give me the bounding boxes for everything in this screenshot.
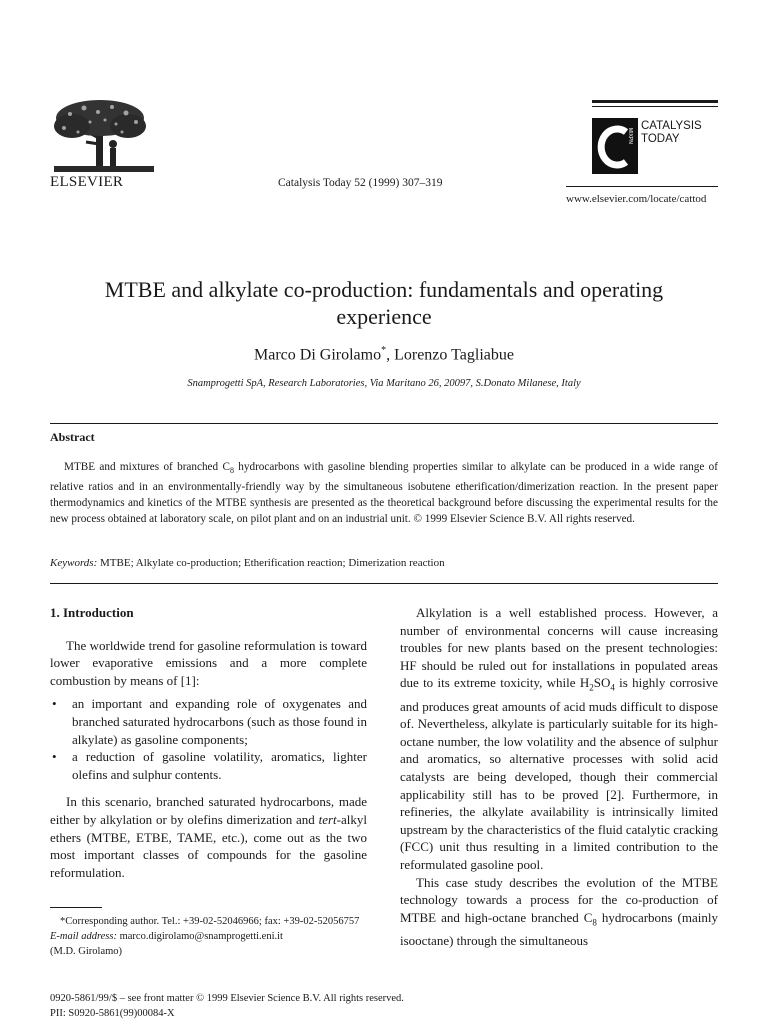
elsevier-tree-icon (50, 98, 162, 174)
header-rule-top (592, 100, 718, 103)
journal-name (641, 120, 702, 146)
corresponding-mark[interactable]: * (381, 345, 387, 356)
journal-name-line1: CATALYSIS (641, 120, 702, 132)
keywords-label: Keywords: (50, 557, 98, 569)
intro-bullet-list (50, 695, 367, 783)
title-line1: MTBE and alkylate co-production: fundamentals and operating (104, 277, 664, 302)
right-p1-sub1: 2 (589, 682, 594, 693)
url-rule (566, 186, 718, 187)
abstract-subscript: 8 (229, 466, 234, 476)
journal-logo-small-text: MIXPN (627, 128, 633, 144)
left-column (50, 604, 367, 881)
email-label: E-mail address: (50, 931, 117, 942)
abstract-text (50, 459, 718, 527)
affiliation: Snamprogetti SpA, Research Laboratories, Via Maritano 26, 20097, S.Donato Milanese, Italy (187, 378, 581, 389)
section-heading: 1. Introduction (50, 605, 134, 620)
intro-p2-b: -alkyl ethers (MTBE, ETBE, TAME, etc.), come out as the two most important classes of compounds for the gasoline reformulation. (50, 811, 367, 880)
footnote-email (50, 929, 370, 944)
article-title (40, 276, 728, 330)
abstract-heading: Abstract (50, 430, 95, 444)
author-separator: , (386, 346, 395, 364)
front-matter (50, 991, 404, 1021)
email-address[interactable]: marco.digirolamo@snamprogetti.eni.it (116, 931, 283, 942)
keywords (50, 557, 445, 569)
abstract-rule-top (50, 423, 718, 424)
front-matter-line1: 0920-5861/99/$ – see front matter © 1999 Elsevier Science B.V. All rights reserved. (50, 993, 404, 1004)
journal-url[interactable]: www.elsevier.com/locate/cattod (566, 193, 707, 205)
right-p1-sub2: 4 (610, 682, 615, 693)
right-p1-c: is highly corrosive and produces great amounts of acid muds difficult to dispose of. Nevertheless, alkylate is particularly suitable for its high-octane number, the low volatility and the absence of sulphur and aromatics, so alternative processes with solid acid catalysts are being developed, though their commercial applicability still has to be proved [2]. Furthermore, in refineries, the alkylate availability is intrinsically limited upstream by the characteristics of the fluid catalytic cracking (FCC) unit thus resulting in a limited contribution to the reformulated gasoline pool. (400, 675, 719, 872)
publisher-name: ELSEVIER (50, 174, 124, 190)
bullet-item-2: • a reduction of gasoline volatility, aromatics, lighter olefins and sulphur contents. (50, 748, 367, 783)
footnote-rule (50, 907, 102, 908)
intro-paragraph-2 (50, 793, 367, 881)
journal-name-line2: TODAY (641, 133, 680, 145)
front-matter-pii: PII: S0920-5861(99)00084-X (50, 1008, 175, 1019)
catalysis-today-logo-icon (592, 118, 638, 174)
right-p1-b: SO (593, 675, 611, 691)
right-p2-b: hydrocarbons (mainly isooctane) through the simultaneous (400, 909, 718, 948)
title-line2: experience (336, 304, 432, 329)
header-rule-thin (592, 106, 718, 107)
intro-p2-italic: tert (318, 811, 337, 827)
journal-citation: Catalysis Today 52 (1999) 307–319 (278, 177, 443, 189)
author-1: Marco Di Girolamo (254, 346, 382, 364)
footnote-name: (M.D. Girolamo) (50, 946, 123, 957)
right-column (400, 604, 718, 949)
authors (40, 345, 728, 364)
abstract-text-a: MTBE and mixtures of branched C (64, 461, 230, 473)
footnote-corresponding: *Corresponding author. Tel.: +39-02-52046966; fax: +39-02-52056757 (60, 916, 360, 927)
author-2: Lorenzo Tagliabue (394, 346, 514, 364)
right-paragraph-1 (400, 604, 718, 874)
right-p2-sub: 8 (592, 917, 597, 928)
intro-paragraph-1: The worldwide trend for gasoline reformulation is toward lower evaporative emissions and a more complete combustion by means of [1]: (50, 637, 367, 688)
abstract-text-b: hydrocarbons with gasoline blending properties similar to alkylate can be produced in a wide range of relative ratios and in an environmentally-friendly way by the simultaneous isobutene etherification/dimerization reaction. In the present paper thermodynamics and kinetics of the MTBE synthesis are presented as the theoretical background before discussing the experimental results for the new process obtained at laboratory scale, on pilot plant and on an industrial unit. © 1999 Elsevier Science B.V. All rights reserved. (50, 461, 718, 526)
right-p1-a: Alkylation is a well established process. However, a number of environmental concerns will cause increasing troubles for new plants based on the present technologies: HF should be ruled out for installations in populated areas due to its extreme toxicity, while H (400, 605, 718, 691)
right-p2-a: This case study describes the evolution of the MTBE technology towards a process for the co-production of MTBE and high-octane branched C (400, 874, 718, 925)
keywords-text: MTBE; Alkylate co-production; Etherification reaction; Dimerization reaction (97, 557, 445, 569)
footnote (50, 914, 370, 959)
bullet-item-1: • an important and expanding role of oxygenates and branched saturated hydrocarbons (such as those found in alkylate) as gasoline components; (50, 695, 367, 748)
right-paragraph-2 (400, 874, 718, 950)
abstract-rule-bottom (50, 583, 718, 584)
intro-p2-a: In this scenario, branched saturated hydrocarbons, made either by alkylation or by olefins dimerization and (50, 794, 367, 827)
